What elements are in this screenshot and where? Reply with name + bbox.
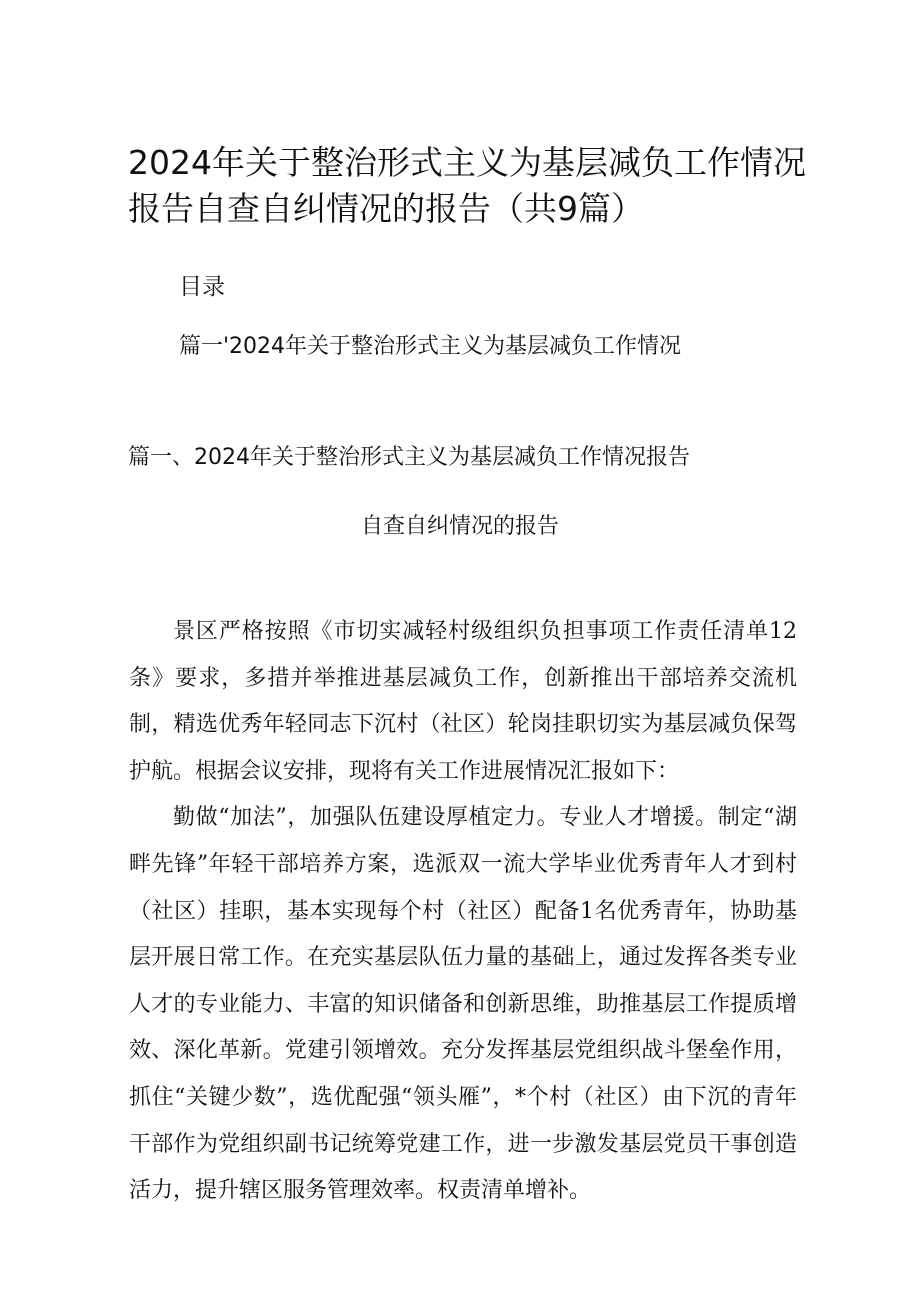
toc-item[interactable]: 篇一'2024年关于整治形式主义为基层减负工作情况 — [179, 334, 682, 359]
section-subheading: 自查自纠情况的报告 — [360, 514, 559, 539]
toc-heading: 目录 — [179, 274, 225, 300]
body-paragraph-2: 勤做“加法”，加强队伍建设厚植定力。专业人才增援。制定“湖畔先锋”年轻干部培养方案，选派双一流大学毕业优秀青年人才到村（社区）挂职，基本实现每个村（社区）配备1名优秀青年，协助基层开展日常工作。在充实基层队伍力量的基础上，通过发挥各类专业人才的专业能力、丰富的知识储备和创新思维，助推基层工作提质增效、深化革新。党建引领增效。充分发挥基层党组织战斗堡垒作用，抓住“关键少数”，选优配强“领头雁”，*个村（社区）由下沉的青年干部作为党组织副书记统筹党建工作，进一步激发基层党员干事创造活力，提升辖区服务管理效率。权责清单增补。 — [129, 805, 797, 1204]
document-title-line-2: 报告自查自纠情况的报告（共9篇） — [128, 189, 644, 228]
document-title-line-1: 2024年关于整治形式主义为基层减负工作情况 — [128, 143, 806, 182]
section-heading: 篇一、2024年关于整治形式主义为基层减负工作情况报告 — [128, 445, 690, 470]
body-text — [129, 609, 797, 1215]
document-title — [128, 140, 808, 232]
body-paragraph-1: 景区严格按照《市切实减轻村级组织负担事项工作责任清单12条》要求，多措并举推进基层减负工作，创新推出干部培养交流机制，精选优秀年轻同志下沉村（社区）轮岗挂职切实为基层减负保驾护航。根据会议安排，现将有关工作进展情况汇报如下： — [129, 619, 797, 784]
